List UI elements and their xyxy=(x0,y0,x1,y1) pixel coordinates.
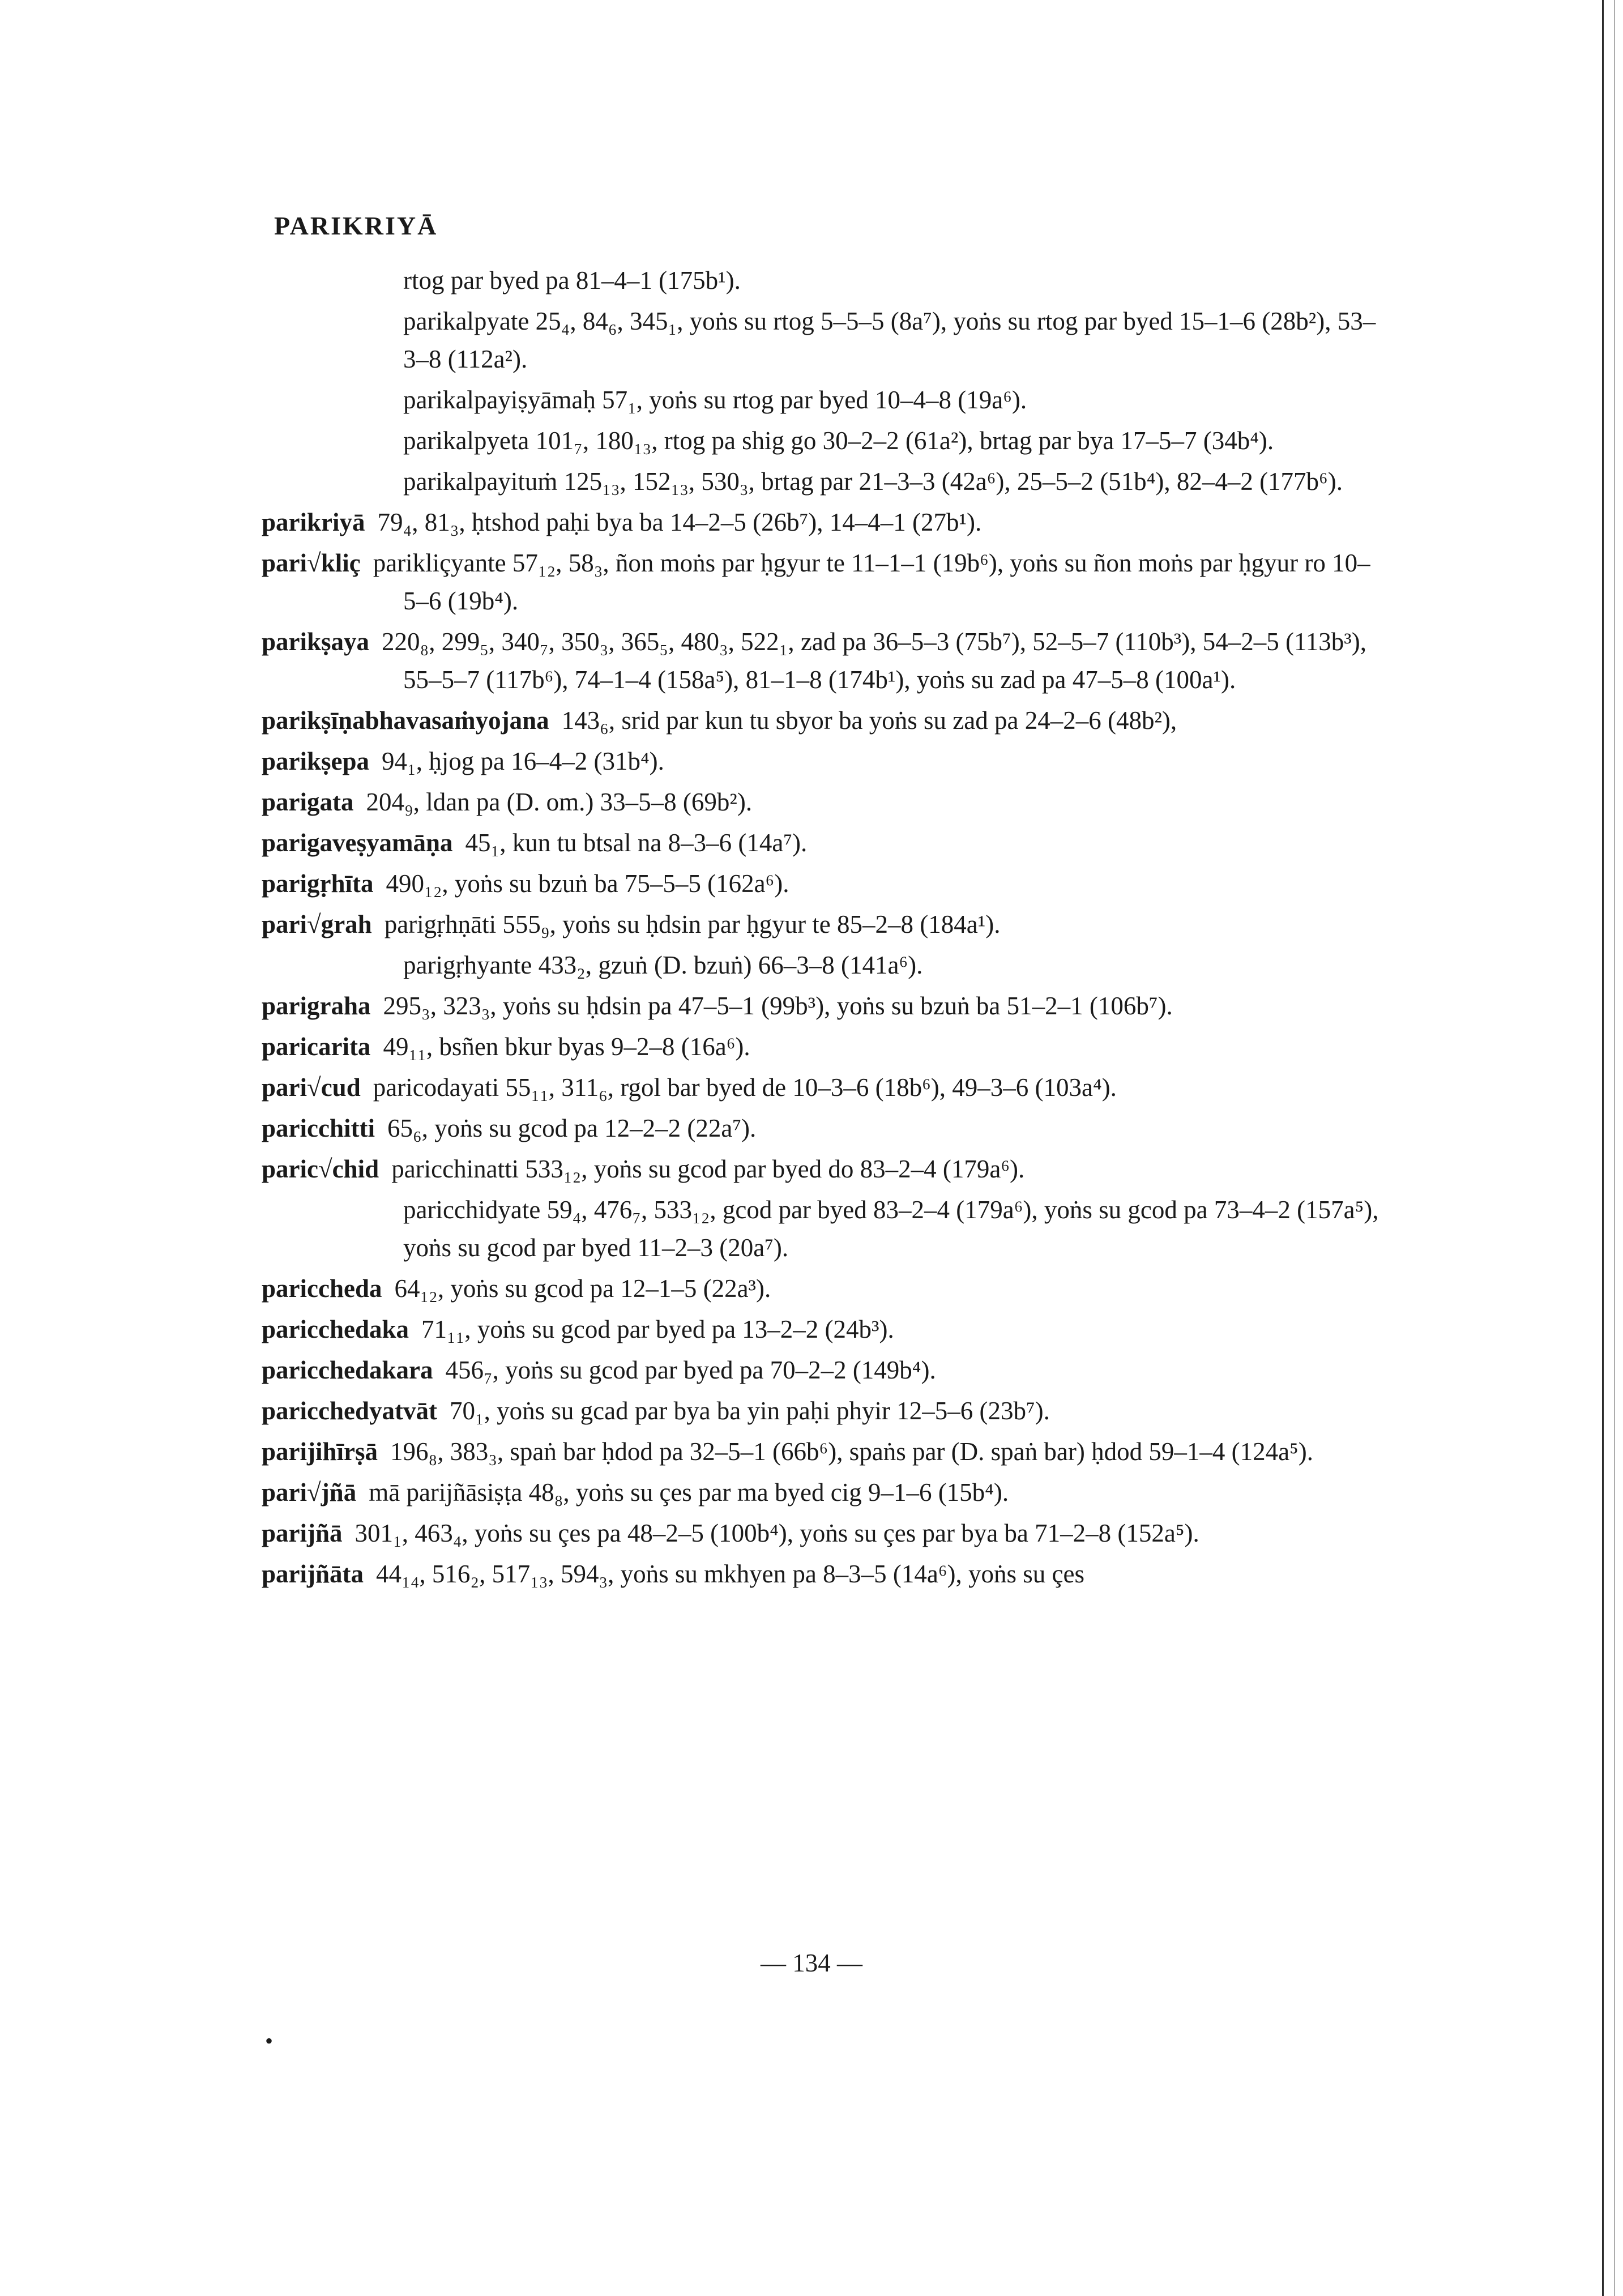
dictionary-entry xyxy=(262,623,1383,699)
entry-headword: paric√chid xyxy=(262,1155,379,1183)
entry-text: mā parijñāsiṣṭa 48₈, yoṅs su çes par ma byed cig 9–1–6 (15b⁴). xyxy=(369,1478,1009,1507)
dictionary-entry xyxy=(262,702,1383,740)
entry-headword: paricchedaka xyxy=(262,1315,409,1343)
dictionary-entry xyxy=(262,1069,1383,1107)
entry-headword: parikriyā xyxy=(262,508,365,536)
entry-headword: parikṣīṇabhavasaṁyojana xyxy=(262,706,549,735)
dictionary-entry xyxy=(262,544,1383,620)
dictionary-entry xyxy=(262,946,1383,984)
dictionary-entry xyxy=(262,1392,1383,1430)
dictionary-entry xyxy=(262,1150,1383,1188)
running-head: PARIKRIYĀ xyxy=(274,211,438,240)
dictionary-entry xyxy=(262,1555,1383,1593)
entry-text: 456₇, yoṅs su gcod par byed pa 70–2–2 (149b⁴). xyxy=(445,1356,936,1384)
dictionary-entries xyxy=(262,262,1383,1596)
entry-text: 295₃, 323₃, yoṅs su ḥdsin pa 47–5–1 (99b³), yoṅs su bzuṅ ba 51–2–1 (106b⁷). xyxy=(383,992,1173,1020)
dictionary-entry xyxy=(262,1311,1383,1348)
dictionary-entry xyxy=(262,262,1383,300)
entry-text: 143₆, srid par kun tu sbyor ba yoṅs su zad pa 24–2–6 (48b²), xyxy=(561,706,1177,735)
entry-text: 70₁, yoṅs su gcad par bya ba yin paḥi phyir 12–5–6 (23b⁷). xyxy=(449,1397,1050,1425)
entry-headword: parigṛhīta xyxy=(262,869,374,898)
dictionary-entry xyxy=(262,1474,1383,1512)
entry-headword: pari√kliç xyxy=(262,549,361,577)
entry-headword: paricchedyatvāt xyxy=(262,1397,437,1425)
dictionary-entry xyxy=(262,783,1383,821)
entry-text: parikalpyeta 101₇, 180₁₃, rtog pa shig go 30–2–2 (61a²), brtag par bya 17–5–7 (34b⁴). xyxy=(403,426,1274,455)
entry-text: 71₁₁, yoṅs su gcod par byed pa 13–2–2 (24b³). xyxy=(421,1315,894,1343)
dictionary-entry xyxy=(262,1028,1383,1066)
page-number: — 134 — xyxy=(761,1949,862,1977)
entry-headword: parigraha xyxy=(262,992,371,1020)
dictionary-entry xyxy=(262,1270,1383,1308)
entry-text: 220₈, 299₅, 340₇, 350₃, 365₅, 480₃, 522₁, zad pa 36–5–3 (75b⁷), 52–5–7 (110b³), 54–2–5 (113b³), 55–5–7 (117b⁶), 74–1–4 (158a⁵), 81–1–8 (174b¹), yoṅs su zad pa 47–5–8 (100a¹). xyxy=(382,628,1367,694)
entry-text: 45₁, kun tu btsal na 8–3–6 (14a⁷). xyxy=(465,829,808,857)
entry-text: parikalpayiṣyāmaḥ 57₁, yoṅs su rtog par byed 10–4–8 (19a⁶). xyxy=(403,386,1027,414)
entry-text: 196₈, 383₃, spaṅ bar ḥdod pa 32–5–1 (66b⁶), spaṅs par (D. spaṅ bar) ḥdod 59–1–4 (124a⁵). xyxy=(390,1437,1313,1466)
entry-text: parigṛhyante 433₂, gzuṅ (D. bzuṅ) 66–3–8 (141a⁶). xyxy=(403,951,923,979)
dictionary-entry xyxy=(262,865,1383,903)
entry-text: 94₁, ḥjog pa 16–4–2 (31b⁴). xyxy=(382,747,664,775)
entry-text: rtog par byed pa 81–4–1 (175b¹). xyxy=(403,266,741,295)
entry-headword: pariccheda xyxy=(262,1274,382,1303)
dictionary-entry xyxy=(262,1351,1383,1389)
entry-headword: parijñā xyxy=(262,1519,343,1547)
entry-headword: paricarita xyxy=(262,1032,371,1061)
entry-text: 490₁₂, yoṅs su bzuṅ ba 75–5–5 (162a⁶). xyxy=(386,869,789,898)
entry-text: 301₁, 463₄, yoṅs su çes pa 48–2–5 (100b⁴), yoṅs su çes par bya ba 71–2–8 (152a⁵). xyxy=(355,1519,1199,1547)
dictionary-entry xyxy=(262,824,1383,862)
entry-headword: parikṣaya xyxy=(262,628,370,656)
entry-text: 44₁₄, 516₂, 517₁₃, 594₃, yoṅs su mkhyen pa 8–3–5 (14a⁶), yoṅs su çes xyxy=(376,1560,1084,1588)
entry-headword: parigaveṣyamāṇa xyxy=(262,829,453,857)
entry-text: 79₄, 81₃, ḥtshod paḥi bya ba 14–2–5 (26b⁷), 14–4–1 (27b¹). xyxy=(377,508,982,536)
entry-headword: pari√jñā xyxy=(262,1478,357,1507)
entry-headword: paricchitti xyxy=(262,1114,375,1142)
dictionary-entry xyxy=(262,987,1383,1025)
entry-headword: parijñāta xyxy=(262,1560,364,1588)
dictionary-entry xyxy=(262,422,1383,460)
entry-text: parikalpayituṁ 125₁₃, 152₁₃, 530₃, brtag par 21–3–3 (42a⁶), 25–5–2 (51b⁴), 82–4–2 (177b⁶). xyxy=(403,467,1343,496)
dictionary-entry xyxy=(262,302,1383,378)
dictionary-entry xyxy=(262,503,1383,541)
dictionary-entry xyxy=(262,742,1383,780)
entry-text: 64₁₂, yoṅs su gcod pa 12–1–5 (22a³). xyxy=(394,1274,771,1303)
entry-headword: parijihīrṣā xyxy=(262,1437,378,1466)
entry-text: paricchidyate 59₄, 476₇, 533₁₂, gcod par byed 83–2–4 (179a⁶), yoṅs su gcod pa 73–4–2 (157a⁵), yoṅs su gcod par byed 11–2–3 (20a⁷). xyxy=(403,1196,1379,1262)
dictionary-entry xyxy=(262,463,1383,501)
dictionary-entry xyxy=(262,1433,1383,1471)
entry-text: 65₆, yoṅs su gcod pa 12–2–2 (22a⁷). xyxy=(387,1114,757,1142)
stray-mark: • xyxy=(265,2028,274,2054)
dictionary-entry xyxy=(262,906,1383,944)
entry-text: parigṛhṇāti 555₉, yoṅs su ḥdsin par ḥgyur te 85–2–8 (184a¹). xyxy=(384,910,1001,938)
dictionary-entry xyxy=(262,1109,1383,1147)
entry-text: parikalpyate 25₄, 84₆, 345₁, yoṅs su rtog 5–5–5 (8a⁷), yoṅs su rtog par byed 15–1–6 (28b²), 53–3–8 (112a²). xyxy=(403,307,1376,373)
entry-text: paricodayati 55₁₁, 311₆, rgol bar byed de 10–3–6 (18b⁶), 49–3–6 (103a⁴). xyxy=(373,1073,1117,1102)
entry-text: 49₁₁, bsñen bkur byas 9–2–8 (16a⁶). xyxy=(383,1032,750,1061)
entry-headword: pari√cud xyxy=(262,1073,361,1102)
entry-headword: parikṣepa xyxy=(262,747,370,775)
entry-headword: parigata xyxy=(262,788,354,816)
dictionary-entry xyxy=(262,1514,1383,1552)
entry-headword: pari√grah xyxy=(262,910,372,938)
entry-headword: paricchedakara xyxy=(262,1356,433,1384)
dictionary-entry xyxy=(262,1191,1383,1267)
entry-text: 204₉, ldan pa (D. om.) 33–5–8 (69b²). xyxy=(366,788,753,816)
dictionary-entry xyxy=(262,381,1383,419)
entry-text: paricchinatti 533₁₂, yoṅs su gcod par byed do 83–2–4 (179a⁶). xyxy=(391,1155,1025,1183)
entry-text: parikliçyante 57₁₂, 58₃, ñon moṅs par ḥgyur te 11–1–1 (19b⁶), yoṅs su ñon moṅs par ḥgyur ro 10–5–6 (19b⁴). xyxy=(373,549,1370,615)
